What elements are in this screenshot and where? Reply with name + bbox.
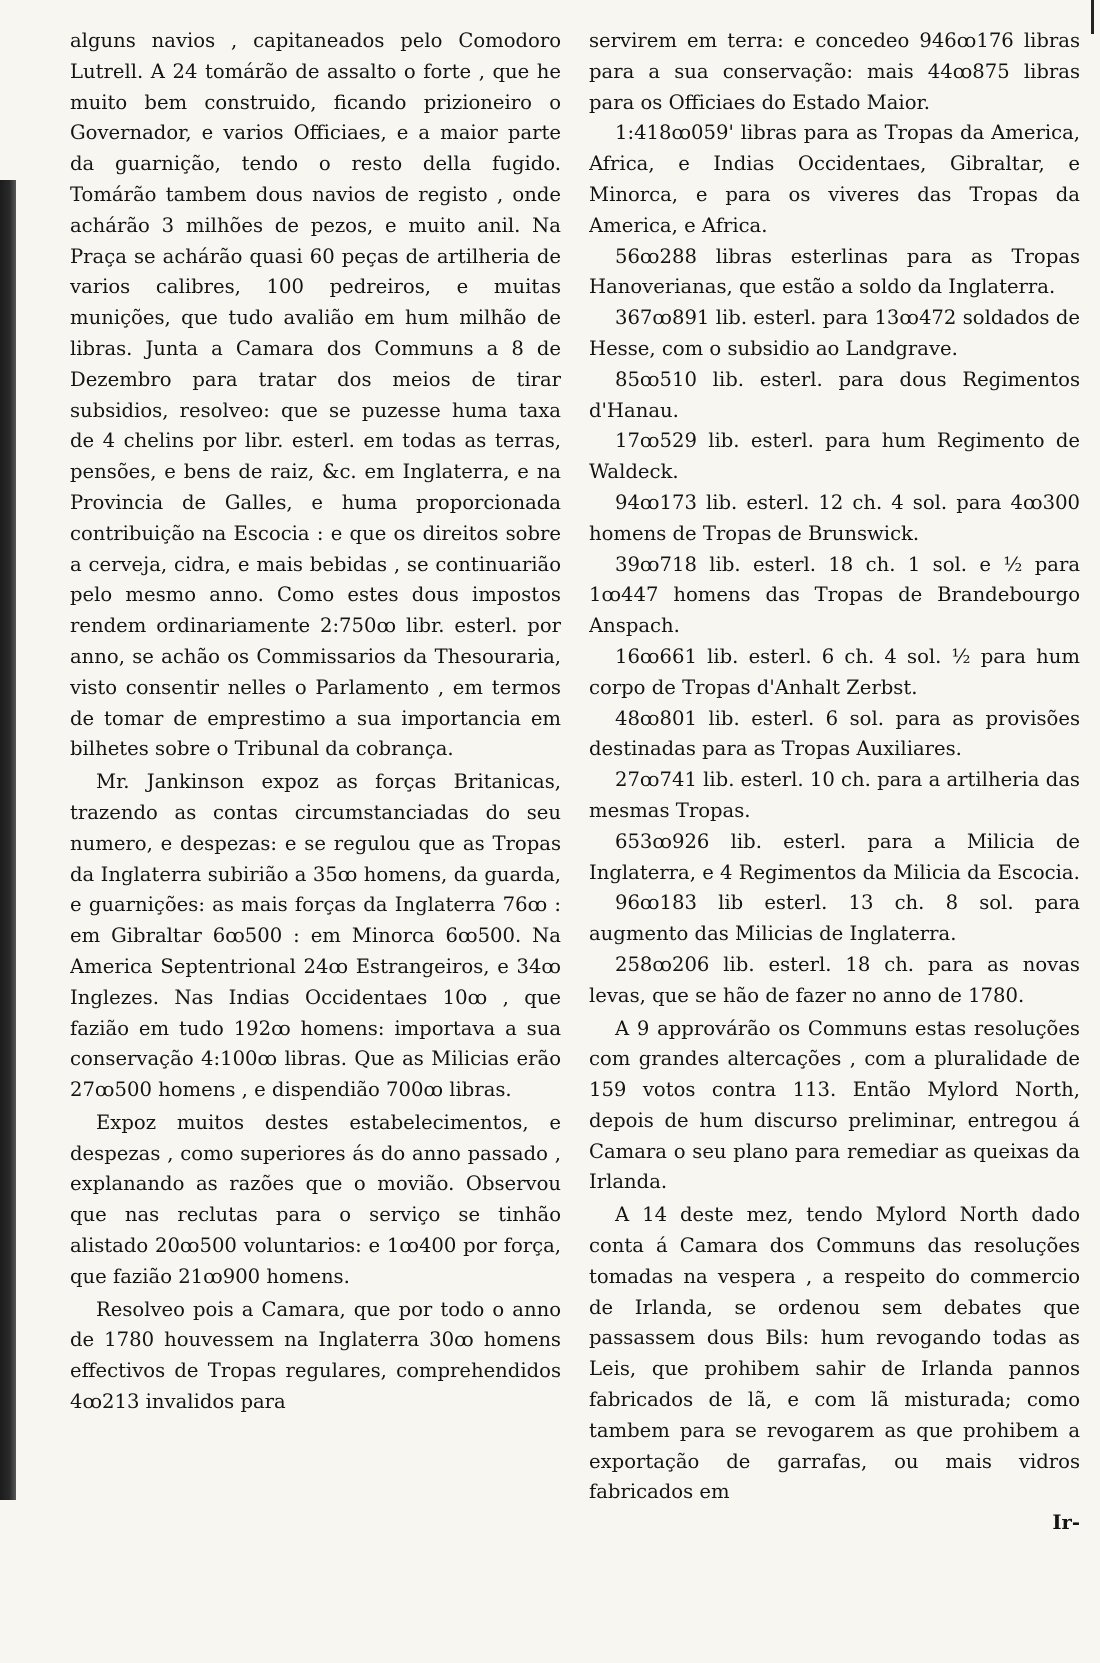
right-paragraph-6: 17ꝏ529 lib. esterl. para hum Regimento de Waldeck. (589, 429, 1080, 484)
scan-binding-shadow (0, 180, 16, 1500)
right-column (589, 26, 1080, 1656)
right-paragraph-9: 16ꝏ661 lib. esterl. 6 ch. 4 sol. ½ para hum corpo de Tropas d'Anhalt Zerbst. (589, 644, 1080, 699)
document-page (70, 26, 1080, 1656)
left-paragraph-4: Resolveo pois a Camara, que por todo o anno de 1780 houvessem na Inglaterra 30ꝏ homens effectivos de Tropas regulares, comprehendidos 4ꝏ213 invalidos para (70, 1297, 561, 1414)
right-paragraph-14: 258ꝏ206 lib. esterl. 18 ch. para as novas levas, que se hão de fazer no anno de 1780. (589, 952, 1080, 1007)
right-paragraph-5: 85ꝏ510 lib. esterl. para dous Regimentos d'Hanau. (589, 367, 1080, 422)
right-paragraph-15: A 9 approvárão os Communs estas resoluções com grandes altercações , com a pluralidade de 159 votos contra 113. Então Mylord North, depois de hum discurso preliminar, entregou á Camara o seu plano para remediar as queixas da Irlanda. (589, 1016, 1080, 1194)
right-paragraph-12: 653ꝏ926 lib. esterl. para a Milicia de Inglaterra, e 4 Regimentos da Milicia da Escocia. (589, 829, 1080, 884)
right-paragraph-4: 367ꝏ891 lib. esterl. para 13ꝏ472 soldados de Hesse, com o subsidio ao Landgrave. (589, 306, 1080, 360)
right-paragraph-1: servirem em terra: e concedeo 946ꝏ176 libras para a sua conservação: mais 44ꝏ875 libras para os Officiaes do Estado Maior. (589, 29, 1080, 114)
right-paragraph-3: 56ꝏ288 libras esterlinas para as Tropas Hanoverianas, que estão a soldo da Inglaterra. (589, 244, 1080, 299)
right-paragraph-7: 94ꝏ173 lib. esterl. 12 ch. 4 sol. para 4ꝏ300 homens de Tropas de Brunswick. (589, 490, 1080, 545)
right-paragraph-13: 96ꝏ183 lib esterl. 13 ch. 8 sol. para augmento das Milicias de Inglaterra. (589, 891, 1080, 946)
catchword: Ir- (1052, 1511, 1080, 1535)
left-paragraph-3: Expoz muitos destes estabelecimentos, e despezas , como superiores ás do anno passado , explanando as razões que o movião. Observou que nas reclutas para o serviço se tinhão alistado 20ꝏ500 voluntarios: e 1ꝏ400 por força, que fazião 21ꝏ900 homens. (70, 1110, 561, 1288)
right-paragraph-10: 48ꝏ801 lib. esterl. 6 sol. para as provisões destinadas para as Tropas Auxiliares. (589, 706, 1080, 761)
scan-edge-mark (1091, 0, 1094, 34)
left-column (70, 26, 561, 1656)
right-paragraph-11: 27ꝏ741 lib. esterl. 10 ch. para a artilheria das mesmas Tropas. (589, 768, 1080, 822)
left-paragraph-1: alguns navios , capitaneados pelo Comodoro Lutrell. A 24 tomárão de assalto o forte , que he muito bem construido, ficando prizioneiro o Governador, e varios Officiaes, e a maior parte da guarnição, tendo o resto della fugido. Tomárão tambem dous navios de registo , onde achárão 3 milhões de pezos, e muito anil. Na Praça se achárão quasi 60 peças de artilheria de varios calibres, 100 pedreiros, e muitas munições, que tudo avalião em hum milhão de libras. Junta a Camara dos Communs a 8 de Dezembro para tratar dos meios de tirar subsidios, resolveo: que se puzesse huma taxa de 4 chelins por libr. esterl. em todas as terras, pensões, e bens de raiz, &c. em Inglaterra, e na Provincia de Galles, e huma proporcionada contribuição na Escocia : e que os direitos sobre a cerveja, cidra, e mais bebidas , se continuarião pelo mesmo anno. Como estes dous impostos rendem ordinariamente 2:750ꝏ libr. esterl. por anno, se achão os Commissarios da Thesouraria, visto consentir nelles o Parlamento , em termos de tomar de emprestimo a sua importancia em bilhetes sobre o Tribunal da cobrança. (70, 29, 561, 761)
left-paragraph-2: Mr. Jankinson expoz as forças Britanicas, trazendo as contas circumstanciadas do seu numero, e despezas: e se regulou que as Tropas da Inglaterra subirião a 35ꝏ homens, da guarda, e guarnições: as mais forças da Inglaterra 76ꝏ : em Gibraltar 6ꝏ500 : em Minorca 6ꝏ500. Na America Septentrional 24ꝏ Estrangeiros, e 34ꝏ Inglezes. Nas Indias Occidentaes 10ꝏ , que fazião em tudo 192ꝏ homens: importava a sua conservação 4:100ꝏ libras. Que as Milicias erão 27ꝏ500 homens , e dispendião 700ꝏ libras. (70, 770, 561, 1102)
right-paragraph-16: A 14 deste mez, tendo Mylord North dado conta á Camara dos Communs das resoluções tomadas na vespera , a respeito do commercio de Irlanda, se ordenou sem debates que passassem dous Bils: hum revogando todas as Leis, que prohibem sahir de Irlanda pannos fabricados de lã, e com lã misturada; como tambem para se revogarem as que prohibem a exportação de garrafas, ou mais vidros fabricados em (589, 1203, 1080, 1504)
right-paragraph-8: 39ꝏ718 lib. esterl. 18 ch. 1 sol. e ½ para 1ꝏ447 homens das Tropas de Brandebourgo Anspach. (589, 552, 1080, 638)
right-paragraph-2: 1:418ꝏ059' libras para as Tropas da America, Africa, e Indias Occidentaes, Gibraltar, e Minorca, e para os viveres das Tropas da America, e Africa. (589, 121, 1080, 237)
